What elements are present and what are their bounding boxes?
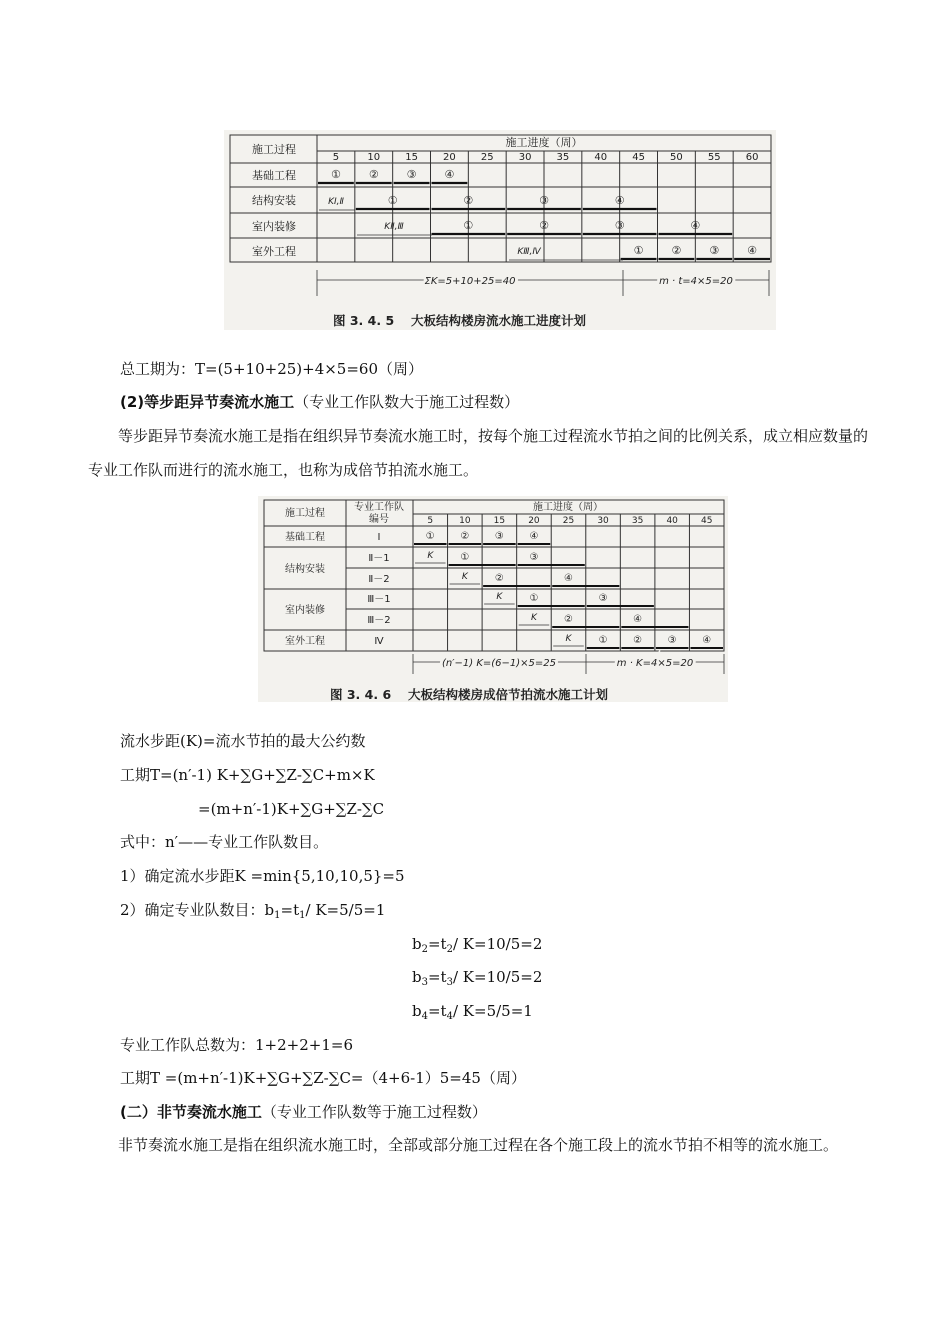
segment-number: ① [598,635,608,646]
segment-number: ③ [494,531,504,542]
week-tick-label: 5 [332,152,340,163]
figure-3-4-5-caption: 图 3. 4. 5 大板结构楼房流水施工进度计划 [333,313,586,328]
f2-header-team2: 编号 [369,514,389,525]
segment-number: ② [564,614,573,625]
k-arrow-label: K [461,572,468,582]
segment-number: ① [460,552,470,563]
week-tick-label: 30 [518,152,532,163]
segment-number: ③ [406,168,417,181]
section-heading-2 [120,392,519,412]
segment-number: ④ [564,573,573,584]
subscript: 4 [446,1011,453,1022]
text-part: =t [427,968,447,986]
segment-number: ① [425,531,435,542]
text-line [412,1001,533,1027]
f2-left-label: (n′−1) K=(6−1)×5=25 [441,658,557,669]
segment-number: ② [494,573,504,584]
subscript: 4 [421,1011,428,1022]
segment-number: ① [330,168,341,181]
text-part: / K=5/5=1 [305,901,386,919]
text-line: 1）确定流水步距K =min{5,10,10,5}=5 [120,867,405,885]
text-line [412,934,542,960]
segment-number: ③ [598,593,608,604]
f2-team-label: Ⅱ－1 [368,553,390,564]
f1-row-label: 室内装修 [252,220,296,233]
week-tick-label: 45 [700,516,713,526]
f1-row-label: 室外工程 [252,245,296,258]
week-tick-label: 15 [493,516,506,526]
subscript: 1 [299,910,306,921]
f2-process-label: 基础工程 [285,532,325,543]
segment-number: ④ [747,244,758,257]
figure-3-4-6-caption: 图 3. 4. 6 大板结构楼房成倍节拍流水施工计划 [330,687,608,702]
subscript: 3 [446,977,453,988]
f2-team-label: Ⅰ [377,532,381,543]
segment-number: ② [539,219,549,232]
week-tick-label: 50 [670,152,683,163]
week-tick-label: 5 [427,516,434,526]
figure-3-4-5-table [224,130,776,330]
f2-process-label: 结构安装 [285,564,325,575]
segment-number: ① [463,219,474,232]
segment-number: ② [368,168,379,181]
f1-header-process: 施工过程 [252,143,296,156]
f2-process-label: 室内装修 [285,605,325,616]
section-heading-2-rest: （专业工作队数大于施工过程数） [294,393,520,411]
text-part: =t [427,1002,447,1020]
week-tick-label: 30 [597,516,609,526]
text-part: / K=10/5=2 [452,935,543,953]
text-line: 专业工作队总数为：1+2+2+1=6 [120,1036,353,1054]
subscript: 1 [274,910,281,921]
f2-team-label: Ⅱ－2 [368,574,390,585]
f2-right-label: m · K=4×5=20 [616,658,694,669]
week-tick-label: 20 [443,152,456,163]
f2-header-team: 专业工作队 [354,502,404,513]
segment-number: ④ [633,614,643,625]
f1-header-progress: 施工进度（周） [505,136,583,149]
segment-number: ③ [529,552,539,563]
f1-mt-label: m · t=4×5=20 [659,276,733,287]
week-tick-label: 10 [367,152,381,163]
f1-row-label: 基础工程 [252,169,296,182]
k-arrow-label: K [427,551,434,561]
segment-number: ④ [529,531,539,542]
text-line [412,967,542,993]
text-line: 工期T=(n′-1) K+∑G+∑Z-∑C+m×K [120,766,375,784]
text-line: 式中：n′——专业工作队数目。 [120,833,329,851]
segment-number: ③ [614,219,625,232]
week-tick-label: 35 [556,152,570,163]
segment-number: ③ [709,244,720,257]
week-tick-label: 10 [459,516,471,526]
week-tick-label: 25 [562,516,575,526]
f1-row-label: 结构安装 [252,194,296,207]
week-tick-label: 25 [480,152,494,163]
week-tick-label: 60 [745,152,759,163]
section-heading-2-bold: (2)等步距异节奏流水施工 [120,393,295,411]
week-tick-label: 55 [707,152,721,163]
section-heading-3-rest: （专业工作队数等于施工过程数） [261,1103,487,1121]
f1-k-label: KⅡ,Ⅲ [384,222,404,232]
week-tick-label: 15 [405,152,418,163]
subscript: 2 [446,944,453,955]
k-arrow-label: K [530,613,537,623]
f2-team-label: Ⅲ－2 [367,615,391,626]
text-part: / K=10/5=2 [452,968,543,986]
segment-number: ④ [690,219,701,232]
segment-number: ② [671,244,682,257]
subscript: 2 [421,944,428,955]
text-part: =t [280,901,300,919]
section-heading-3-bold: (二）非节奏流水施工 [120,1103,262,1121]
segment-number: ① [387,194,398,207]
segment-number: ① [633,244,644,257]
paragraph-definition-2: 非节奏流水施工是指在组织流水施工时，全部或部分施工过程在各个施工段上的流水节拍不相等的流水施工。 [118,1136,839,1154]
f2-header-progress: 施工进度（周） [533,502,603,513]
section-heading-3 [120,1102,487,1122]
f2-team-label: Ⅲ－1 [367,594,391,605]
paragraph-definition-1: 等步距异节奏流水施工是指在组织异节奏流水施工时，按每个施工过程流水节拍之间的比例关系，成立相应数量的专业工作队而进行的流水施工，也称为成倍节拍流水施工。 [88,427,869,479]
segment-number: ② [633,635,643,646]
text-line [120,900,385,926]
segment-number: ③ [667,635,677,646]
text-part: b [412,968,422,986]
figure-3-4-6-table [258,496,728,702]
text-line: 流水步距(K)=流水节拍的最大公约数 [120,732,366,750]
segment-number: ② [463,194,474,207]
segment-number: ④ [702,635,712,646]
segment-number: ① [529,593,539,604]
text-part: / K=5/5=1 [452,1002,533,1020]
total-duration-text: 总工期为：T=(5+10+25)+4×5=60（周） [120,360,424,378]
segment-number: ④ [614,194,625,207]
f2-team-label: Ⅳ [374,636,384,647]
segment-number: ③ [539,194,549,207]
week-tick-label: 45 [632,152,645,163]
k-arrow-label: K [496,592,503,602]
f1-k-label: KⅢ,Ⅳ [517,247,541,257]
subscript: 3 [421,977,428,988]
f1-k-label: KⅠ,Ⅱ [328,197,344,207]
text-line: 工期T =(m+n′-1)K+∑G+∑Z-∑C=（4+6-1）5=45（周） [120,1069,526,1087]
text-part: b [412,935,422,953]
week-tick-label: 40 [594,152,608,163]
week-tick-label: 35 [631,516,644,526]
text-part: 2）确定专业队数目：b [120,901,275,919]
week-tick-label: 20 [528,516,540,526]
week-tick-label: 40 [666,516,678,526]
text-part: b [412,1002,422,1020]
f2-header-process: 施工过程 [285,508,325,519]
segment-number: ④ [444,168,455,181]
figure-3-4-6 [258,496,728,702]
segment-number: ② [460,531,470,542]
text-line: =(m+n′-1)K+∑G+∑Z-∑C [198,800,385,818]
text-part: =t [427,935,447,953]
figure-3-4-5 [224,130,776,330]
f1-sum-label: ΣK=5+10+25=40 [424,276,516,287]
k-arrow-label: K [565,634,572,644]
f2-process-label: 室外工程 [285,636,325,647]
